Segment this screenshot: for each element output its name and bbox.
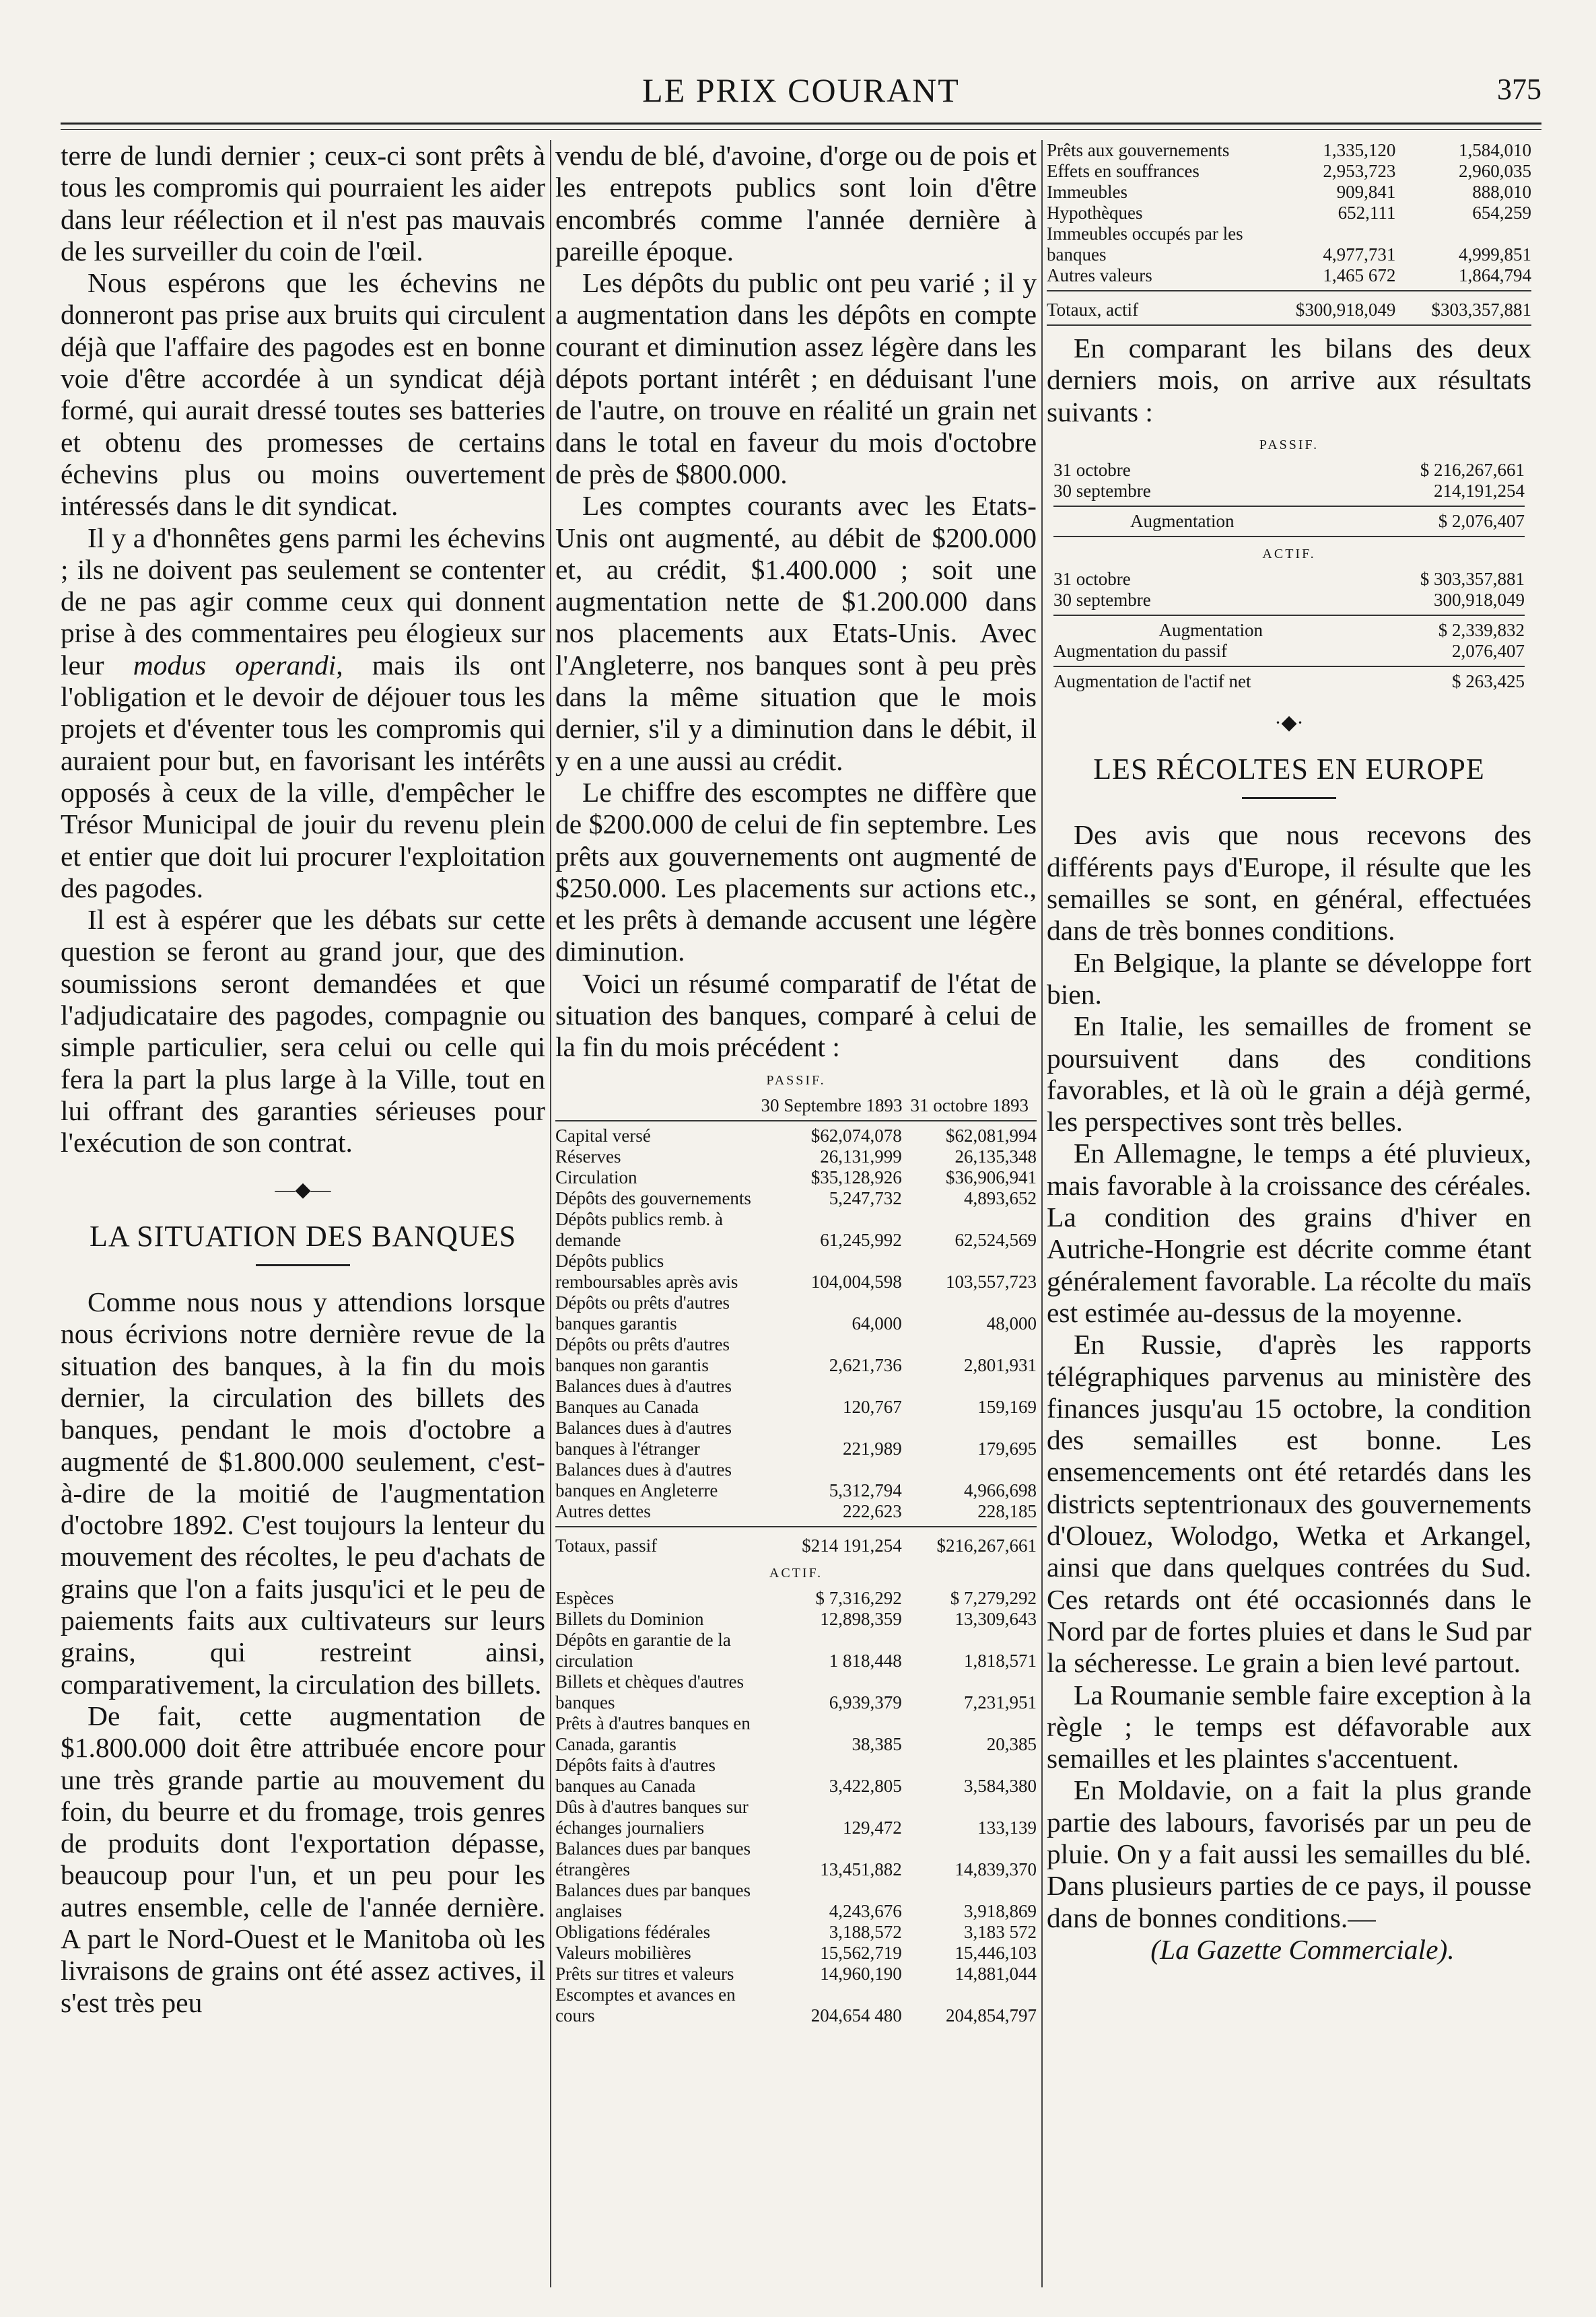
cell: 5,312,794 xyxy=(829,1480,902,1500)
cell: 20,385 xyxy=(986,1733,1037,1754)
cell: $ 263,425 xyxy=(1452,670,1525,691)
section-heading: LA SITUATION DES BANQUES xyxy=(90,1219,516,1253)
row-label: 31 octobre xyxy=(1053,568,1131,589)
cell: 1,335,120 xyxy=(1323,140,1396,160)
ornament: —◆— xyxy=(275,1178,331,1201)
paragraph: Il est à espérer que les débats sur cette question se feront au grand jour, que des soumissions seront demandées et que l'adjudicataire des pagodes, compagnie ou simple particulier, sera celui ou celle qui fera la part la plus large à la Ville, tout en lui offrant des garanties sérieuses pour l'exécution de son contrat. xyxy=(61,904,545,1158)
row-label: Prêts à d'autres banques en Canada, garantis xyxy=(555,1713,751,1754)
paragraph: En Moldavie, on a fait la plus grande partie des labours, favorisés par un peu de pluie. On y a fait aussi les semailles du blé. Dans plusieurs parties de ce pays, il pousse dans de bonnes conditions.— xyxy=(1047,1774,1531,1933)
table-row xyxy=(555,1588,1037,1609)
table-row xyxy=(555,1501,1037,1522)
row-label: Immeubles xyxy=(1047,182,1127,202)
actif-comparison xyxy=(1053,569,1525,611)
table-total-row xyxy=(555,1531,1037,1556)
row-label: Hypothèques xyxy=(1047,203,1143,223)
cell: 4,893,652 xyxy=(964,1187,1037,1208)
paragraph: Des avis que nous recevons des différents pays d'Europe, il résulte que les semailles se sont, en général, effectuées dans de très bonnes conditions. xyxy=(1047,819,1531,946)
cell: $62,074,078 xyxy=(810,1125,902,1146)
paragraph: terre de lundi dernier ; ceux-ci sont prêts à tous les compromis qui pourraient les aider dans leur réélection et il n'est pas mauvais de les surveiller du coin de l'œil. xyxy=(61,140,545,267)
paragraph: Voici un résumé comparatif de l'état de situation des banques, comparé à celui de la fin du mois précédent : xyxy=(555,967,1037,1063)
table-section-label: PASSIF. xyxy=(1259,437,1319,452)
row-label: Obligations fédérales xyxy=(555,1921,711,1942)
cell: 1,818,571 xyxy=(964,1650,1037,1671)
cell: 129,472 xyxy=(843,1817,902,1838)
cell: 159,169 xyxy=(977,1396,1037,1417)
row-label: Valeurs mobilières xyxy=(555,1942,691,1963)
row-label: Dûs à d'autres banques sur échanges journaliers xyxy=(555,1796,749,1838)
cell: 3,918,869 xyxy=(964,1900,1037,1921)
table-row xyxy=(555,1126,1037,1146)
table-total-row xyxy=(1047,296,1531,320)
ornament: ·◆· xyxy=(1274,711,1304,734)
bank-statement-table-continued xyxy=(1047,140,1531,326)
cell: $300,918,049 xyxy=(1295,300,1396,320)
cell: 48,000 xyxy=(986,1313,1037,1334)
table-row xyxy=(555,1713,1037,1755)
row-label: Dépôts ou prêts d'autres banques garantis xyxy=(555,1292,730,1334)
cell: 13,451,882 xyxy=(820,1859,902,1879)
row-label: Augmentation du passif xyxy=(1053,640,1227,661)
passif-table xyxy=(555,1126,1037,1522)
row-label: Balances dues à d'autres banques à l'étranger xyxy=(555,1417,732,1459)
cell: 14,960,190 xyxy=(820,1963,902,1984)
paragraph: En Russie, d'après les rapports télégraphiques parvenus au ministère des finances jusqu'au 15 octobre, la condition des semailles est bonne. Les ensemencements ont été retardés dans les districts septentrionaux des gouvernements d'Olouez, Wolodgo, Wetka et Arkangel, ainsi que dans quelques contrées du Sud. Ces retards ont été occasionnés dans le Nord par de fortes pluies et dans le Sud par la sécheresse. Le grain a bien levé partout. xyxy=(1047,1329,1531,1679)
cell: $ 7,316,292 xyxy=(815,1587,902,1608)
passif-comparison xyxy=(1053,460,1525,502)
cell: $ 2,076,407 xyxy=(1438,510,1525,531)
table-row xyxy=(1047,223,1531,265)
row-label: Totaux, passif xyxy=(555,1535,658,1556)
cell: 13,309,643 xyxy=(955,1608,1037,1629)
table-row xyxy=(555,1334,1037,1376)
cell: 6,939,379 xyxy=(829,1692,902,1713)
paragraph: Les dépôts du public ont peu varié ; il y a augmentation dans les dépôts en compte courant et diminution assez légère dans les dépots portant intérêt ; en déduisant l'une de l'autre, on trouve en réalité un grain net dans le total en faveur du mois d'octobre de près de $800.000. xyxy=(555,267,1037,489)
table-row xyxy=(555,1167,1037,1188)
cell: $ 7,279,292 xyxy=(950,1587,1037,1608)
cell: 1,465 672 xyxy=(1323,265,1396,285)
table-row xyxy=(1053,569,1525,590)
cell: 300,918,049 xyxy=(1434,589,1525,610)
page-number: 375 xyxy=(1497,73,1541,106)
cell: 888,010 xyxy=(1472,182,1531,202)
cell: $214 191,254 xyxy=(802,1535,902,1556)
table-row xyxy=(555,1188,1037,1209)
cell: $303,357,881 xyxy=(1431,300,1531,320)
augmentation-passif-row xyxy=(1053,641,1525,662)
column-3 xyxy=(1047,140,1531,2287)
row-label: Augmentation de l'actif net xyxy=(1053,670,1251,691)
row-label: Autres dettes xyxy=(555,1500,651,1521)
table-rule xyxy=(1053,666,1525,667)
row-label: Billets et chèques d'autres banques xyxy=(555,1671,744,1713)
table-row xyxy=(555,1922,1037,1943)
bank-statement-table xyxy=(555,1070,1037,2026)
cell: 12,898,359 xyxy=(820,1608,902,1629)
table-row xyxy=(555,1671,1037,1713)
cell: 1,864,794 xyxy=(1459,265,1531,285)
cell: 3,584,380 xyxy=(964,1775,1037,1796)
paragraph: De fait, cette augmentation de $1.800.000 doit être attribuée encore pour une très grande partie au mouvement du foin, du beurre et du fromage, trois genres de produits dont l'exportation dépasse, beaucoup pour l'un, et un peu pour les autres ensemble, celle de l'année dernière. A part le Nord-Ouest et le Manitoba où les livraisons de grains ont été assez actives, il s'est très peu xyxy=(61,1700,545,2018)
actif-continued-table xyxy=(1047,140,1531,286)
text-run: Il y a d'honnêtes gens parmi les échevins ; ils ne doivent pas seulement se contenter de ne pas agir comme ceux qui donnent prise à des commentaires peu élogieux sur leur xyxy=(61,522,545,681)
section-heading: LES RÉCOLTES EN EUROPE xyxy=(1093,753,1485,786)
cell: 3,422,805 xyxy=(829,1775,902,1796)
cell: 2,960,035 xyxy=(1459,161,1531,181)
row-label: Dépôts faits à d'autres banques au Canada xyxy=(555,1754,716,1796)
cell: 221,989 xyxy=(843,1438,902,1459)
row-label: Balances dues par banques étrangères xyxy=(555,1838,751,1879)
table-row xyxy=(555,1964,1037,1984)
row-label: Effets en souffrances xyxy=(1047,161,1200,181)
table-row xyxy=(1047,265,1531,286)
table-rule xyxy=(1053,615,1525,616)
table-row xyxy=(555,1838,1037,1880)
cell: 26,131,999 xyxy=(820,1146,902,1167)
table-rule xyxy=(555,1526,1037,1527)
table-row xyxy=(555,1292,1037,1334)
cell: 909,841 xyxy=(1336,182,1396,202)
column-2 xyxy=(555,140,1037,2287)
table-rule xyxy=(1047,290,1531,291)
table-row xyxy=(555,1755,1037,1797)
cell: 133,139 xyxy=(977,1817,1037,1838)
cell: 214,191,254 xyxy=(1434,480,1525,501)
row-label: 30 septembre xyxy=(1053,480,1151,501)
table-row xyxy=(555,1376,1037,1418)
table-section-label: PASSIF. xyxy=(766,1072,826,1088)
italic-text: modus operandi xyxy=(133,649,337,681)
row-label: Billets du Dominion xyxy=(555,1608,704,1629)
paragraph: En Belgique, la plante se développe fort bien. xyxy=(1047,946,1531,1010)
cell: 15,562,719 xyxy=(820,1942,902,1963)
row-label: Circulation xyxy=(555,1167,637,1187)
page-header xyxy=(61,64,1541,118)
table-rule xyxy=(555,1120,1037,1121)
paragraph: En Italie, les semailles de froment se poursuivent dans des conditions favorables, et là où le grain a déjà germé, les perspectives sont très belles. xyxy=(1047,1010,1531,1138)
row-label: Immeubles occupés par les banques xyxy=(1047,223,1243,265)
table-section-label: ACTIF. xyxy=(1262,546,1316,561)
cell: 1,584,010 xyxy=(1459,140,1531,160)
column-divider xyxy=(550,140,551,2287)
column-divider xyxy=(1041,140,1043,2287)
table-row xyxy=(555,1418,1037,1459)
paragraph: En Allemagne, le temps a été pluvieux, mais favorable à la croissance des céréales. La condition des grains d'hiver en Autriche-Hongrie est décrite comme étant généralement favorable. La récolte du maïs est estimée au-dessus de la moyenne. xyxy=(1047,1138,1531,1328)
cell: 204,654 480 xyxy=(810,2005,902,2026)
heading-rule xyxy=(1242,797,1336,799)
table-row xyxy=(555,1459,1037,1501)
cell: 7,231,951 xyxy=(964,1692,1037,1713)
table-row xyxy=(555,1146,1037,1167)
cell: $ 216,267,661 xyxy=(1420,459,1525,480)
source-credit: (La Gazette Commerciale). xyxy=(1150,1933,1455,1965)
cell: 228,185 xyxy=(977,1500,1037,1521)
row-label: 30 septembre xyxy=(1053,589,1151,610)
row-label: Augmentation xyxy=(1158,619,1263,640)
augmentation-row xyxy=(1053,511,1525,532)
table-row xyxy=(555,1943,1037,1964)
paragraph: Nous espérons que les échevins ne donneront pas prise aux bruits qui circulent déjà que l'affaire des pagodes est en bonne voie d'être accordée à un syndicat déjà formé, qui aurait dressé toutes ses batteries et obtenu des promesses de certains échevins plus ou moins ouvertement intéressés dans le dit syndicat. xyxy=(61,267,545,522)
cell: 3,183 572 xyxy=(964,1921,1037,1942)
table-row xyxy=(1047,203,1531,223)
cell: 4,966,698 xyxy=(964,1480,1037,1500)
cell: 62,524,569 xyxy=(955,1229,1037,1250)
column-header: 30 Septembre 1893 xyxy=(761,1095,903,1115)
table-row xyxy=(555,1880,1037,1922)
cell: 120,767 xyxy=(843,1396,902,1417)
row-label: Dépôts en garantie de la circulation xyxy=(555,1629,731,1671)
cell: $62,081,994 xyxy=(946,1125,1037,1146)
paragraph xyxy=(61,522,545,905)
cell: 103,557,723 xyxy=(946,1271,1037,1292)
paragraph: Comme nous nous y attendions lorsque nous écrivions notre dernière revue de la situation des banques, à la fin du mois dernier, la circulation des billets des banques, pendant le mois d'octobre a augmenté de $1.800.000 seulement, c'est-à-dire de la moitié de l'augmentation d'octobre 1892. C'est toujours la lenteur du mouvement des récoltes, le peu d'achats de grains que l'on a faits jusqu'ici et le peu de paiements faits aux cultivateurs sur leurs grains, qui restreint ainsi, comparativement, la circulation des billets. xyxy=(61,1286,545,1700)
cell: 104,004,598 xyxy=(810,1271,902,1292)
paragraph: vendu de blé, d'avoine, d'orge ou de pois et les entrepots publics sont loin d'être encombrés comme l'année dernière à pareille époque. xyxy=(555,140,1037,267)
row-label: Balances dues à d'autres banques en Angleterre xyxy=(555,1459,732,1500)
table-row xyxy=(555,1630,1037,1671)
cell: 2,953,723 xyxy=(1323,161,1396,181)
row-label: Capital versé xyxy=(555,1125,651,1146)
heading-rule xyxy=(256,1264,350,1266)
row-label: Augmentation xyxy=(1130,510,1235,531)
column-1 xyxy=(61,140,545,2287)
row-label: Dépôts publics remboursables après avis xyxy=(555,1250,738,1292)
column-header: 31 octobre 1893 xyxy=(910,1095,1029,1115)
row-label: Espèces xyxy=(555,1587,614,1608)
table-row xyxy=(555,1984,1037,2026)
paragraph: Le chiffre des escomptes ne diffère que de $200.000 de celui de fin septembre. Les prêts aux gouvernements ont augmenté de $250.000. Les placements sur actions etc., et les prêts à demande accusent une légère diminution. xyxy=(555,776,1037,967)
cell: 38,385 xyxy=(852,1733,902,1754)
cell: $ 2,339,832 xyxy=(1438,619,1525,640)
cell: 5,247,732 xyxy=(829,1187,902,1208)
table-rule xyxy=(1053,506,1525,507)
table-row xyxy=(1047,140,1531,161)
cell: 4,243,676 xyxy=(829,1900,902,1921)
header-rule xyxy=(61,123,1541,125)
row-label: Balances dues par banques anglaises xyxy=(555,1879,751,1921)
row-label: Dépôts des gouvernements xyxy=(555,1187,751,1208)
table-rule xyxy=(1053,536,1525,537)
row-label: Réserves xyxy=(555,1146,621,1167)
table-row xyxy=(1047,161,1531,182)
row-label: Prêts sur titres et valeurs xyxy=(555,1963,734,1984)
cell: 652,111 xyxy=(1338,203,1396,223)
cell: 654,259 xyxy=(1472,203,1531,223)
cell: 14,839,370 xyxy=(955,1859,1037,1879)
cell: 26,135,348 xyxy=(955,1146,1037,1167)
table-row xyxy=(555,1251,1037,1292)
cell: 1 818,448 xyxy=(829,1650,902,1671)
cell: 222,623 xyxy=(843,1500,902,1521)
cell: 2,801,931 xyxy=(964,1354,1037,1375)
cell: $35,128,926 xyxy=(810,1167,902,1187)
cell: $ 303,357,881 xyxy=(1420,568,1525,589)
row-label: Prêts aux gouvernements xyxy=(1047,140,1230,160)
cell: 14,881,044 xyxy=(955,1963,1037,1984)
cell: $36,906,941 xyxy=(946,1167,1037,1187)
row-label: Autres valeurs xyxy=(1047,265,1152,285)
row-label: Escomptes et avances en cours xyxy=(555,1984,736,2026)
cell: 15,446,103 xyxy=(955,1942,1037,1963)
table-row xyxy=(555,1209,1037,1251)
cell: 2,076,407 xyxy=(1452,640,1525,661)
text-run: , mais ils ont l'obligation et le devoir de déjouer tous les projets et d'éventer tous les compromis qui auraient pour but, en favorisant les intérêts opposés à ceux de la ville, d'empêcher le Trésor Municipal de jouir du revenu plein et entier que doit lui procurer l'exploitation des pagodes. xyxy=(61,649,545,903)
cell: 64,000 xyxy=(852,1313,902,1334)
row-label: Balances dues à d'autres Banques au Canada xyxy=(555,1375,732,1417)
table-row xyxy=(1053,590,1525,611)
cell: 61,245,992 xyxy=(820,1229,902,1250)
augmentation-row xyxy=(1053,620,1525,641)
table-row xyxy=(1053,460,1525,481)
table-row xyxy=(1047,182,1531,203)
net-row xyxy=(1053,671,1525,692)
table-row xyxy=(1053,481,1525,502)
cell: 204,854,797 xyxy=(946,2005,1037,2026)
row-label: 31 octobre xyxy=(1053,459,1131,480)
cell: 4,999,851 xyxy=(1459,244,1531,265)
paragraph: La Roumanie semble faire exception à la règle ; le temps est défavorable aux semailles et les plaintes s'accentuent. xyxy=(1047,1679,1531,1774)
table-row xyxy=(555,1609,1037,1630)
cell: $216,267,661 xyxy=(936,1535,1037,1556)
table-section-label: ACTIF. xyxy=(769,1565,823,1581)
actif-table xyxy=(555,1588,1037,2026)
comparison-table xyxy=(1047,435,1531,692)
paragraph: Les comptes courants avec les Etats-Unis ont augmenté, au débit de $200.000 et, au crédit, $1.400.000 ; soit une augmentation nette de $1.200.000 dans nos placements aux Etats-Unis. Avec l'Angleterre, nos banques sont à peu près dans la même situation que le mois dernier, s'il y a diminution dans le débit, il y en a une aussi au crédit. xyxy=(555,490,1037,776)
table-rule xyxy=(1047,324,1531,326)
table-row xyxy=(555,1797,1037,1838)
header-rule-thin xyxy=(61,129,1541,130)
cell: 3,188,572 xyxy=(829,1921,902,1942)
row-label: Totaux, actif xyxy=(1047,300,1139,320)
row-label: Dépôts ou prêts d'autres banques non garantis xyxy=(555,1334,730,1375)
paragraph: En comparant les bilans des deux derniers mois, on arrive aux résultats suivants : xyxy=(1047,333,1531,427)
cell: 179,695 xyxy=(977,1438,1037,1459)
cell: 2,621,736 xyxy=(829,1354,902,1375)
cell: 4,977,731 xyxy=(1323,244,1396,265)
row-label: Dépôts publics remb. à demande xyxy=(555,1208,723,1250)
newspaper-title: LE PRIX COURANT xyxy=(642,71,960,109)
